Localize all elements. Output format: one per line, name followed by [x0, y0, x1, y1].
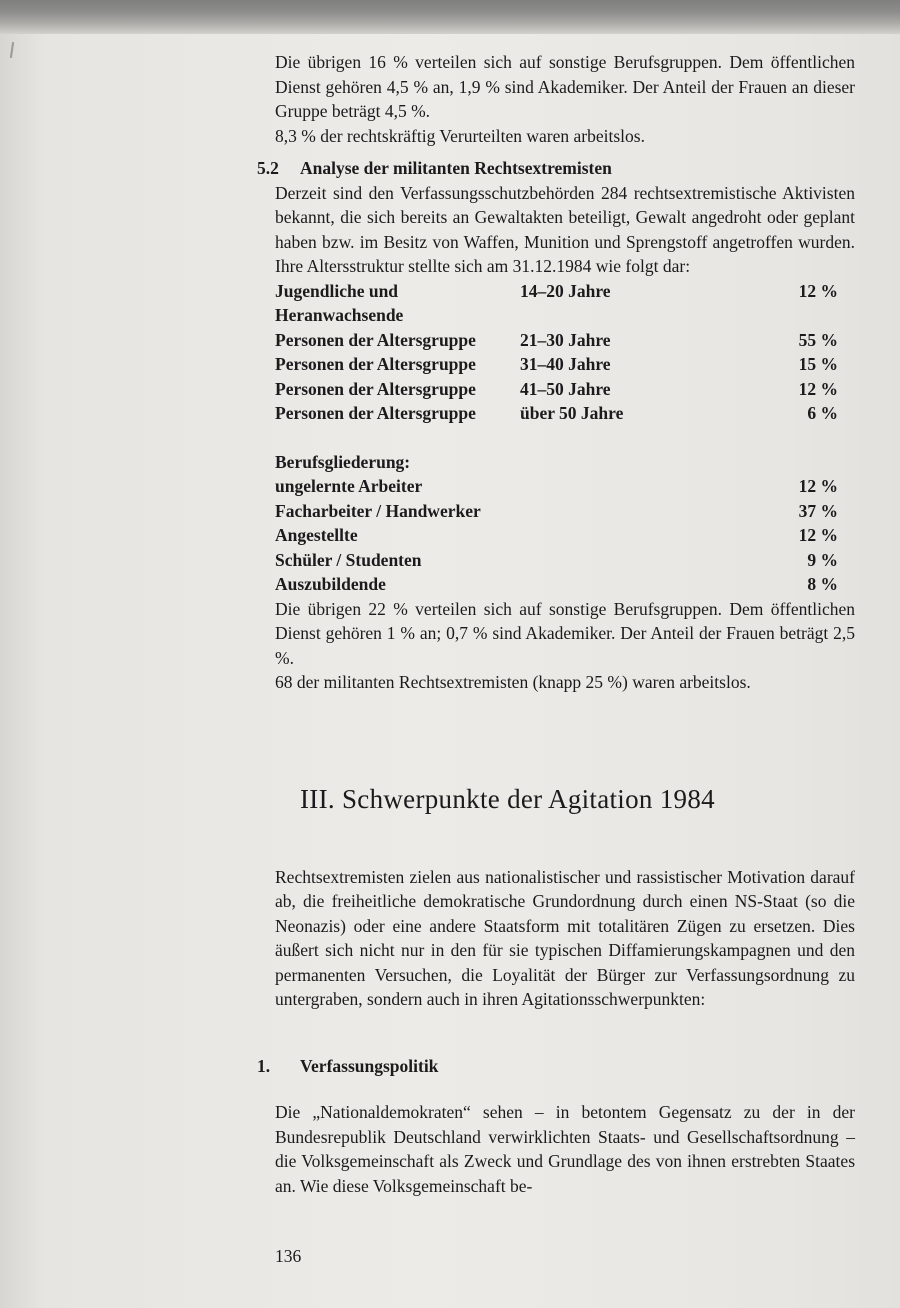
occupation-table-header: Berufsgliederung: — [275, 451, 411, 472]
age-structure-table — [275, 279, 855, 426]
occupation-row-label: ungelernte Arbeiter — [275, 476, 423, 496]
paragraph-section-body: Derzeit sind den Verfassungsschutzbehörden 284 rechtsextremistische Aktivisten bekannt, die sich bereits an Gewaltakten beteiligt, Gewalt angedroht oder geplant haben bzw. im Besitz von Waffen, Munition und Sprengstoff angetroffen wurden. Ihre Altersstruktur stellte sich am 31.12.1984 wie folgt dar: — [275, 182, 855, 276]
scan-artifact-top — [0, 0, 900, 34]
occupation-row-percentage: 9 % — [807, 549, 838, 570]
section-title: Analyse der militanten Rechtsextremisten — [300, 158, 612, 178]
subsection-heading — [257, 1054, 855, 1079]
age-table-row — [275, 401, 838, 426]
age-row-range: 41–50 Jahre — [520, 378, 611, 399]
age-table-row — [275, 352, 838, 377]
occupation-row-percentage: 12 % — [798, 525, 838, 545]
section-heading-5-2 — [257, 156, 855, 181]
age-row-percentage: 12 % — [798, 280, 838, 301]
occupation-row-label: Schüler / Studenten — [275, 549, 422, 570]
age-row-percentage: 6 % — [807, 403, 838, 423]
age-row-label: Personen der Altersgruppe — [275, 403, 476, 423]
age-row-range: 21–30 Jahre — [520, 329, 611, 350]
occupation-row-label: Auszubildende — [275, 574, 386, 594]
paragraph-chapter-intro: Rechtsextremisten zielen aus nationalistischer und rassistischer Motivation darauf ab, die freiheitliche demokratische Grundordnung durch einen NS-Staat (so die Neonazis) oder eine andere Staatsform mit totalitären Zügen zu ersetzen. Dies äußert sich nicht nur in den für sie typischen Diffamierungskampagnen und den permanenten Versuchen, die Loyalität der Bürger zur Verfassungsordnung zu untergraben, sondern auch in ihren Agitationsschwerpunkten: — [275, 866, 855, 1009]
chapter-heading: III. Schwerpunkte der Agitation 1984 — [300, 783, 715, 814]
occupation-table-row — [275, 499, 838, 524]
age-row-percentage: 15 % — [798, 354, 838, 374]
paragraph-subsection-body: Die „Nationaldemokraten“ sehen – in betontem Gegensatz zu der in der Bundesrepublik Deutschland verwirklichten Staats- und Gesellschaftsordnung – die Volksgemeinschaft als Zweck und Grundlage des von ihnen erstrebten Staates an. Wie diese Volksgemeinschaft be- — [275, 1102, 855, 1196]
age-row-label: Personen der Altersgruppe — [275, 354, 476, 374]
occupation-table-row — [275, 572, 838, 597]
occupation-table — [275, 474, 855, 597]
page-number: 136 — [275, 1246, 302, 1266]
paragraph-intro-1: Die übrigen 16 % verteilen sich auf sonstige Berufsgruppen. Dem öffentlichen Dienst gehören 4,5 % an, 1,9 % sind Akademiker. Der Anteil der Frauen an dieser Gruppe beträgt 4,5 %. — [275, 52, 855, 121]
section-number: 5.2 — [257, 158, 279, 178]
occupation-row-label: Angestellte — [275, 525, 358, 545]
occupation-row-percentage: 8 % — [807, 574, 838, 594]
occupation-row-label: Facharbeiter / Handwerker — [275, 500, 481, 521]
age-table-row — [275, 328, 838, 353]
page-content — [0, 50, 900, 1198]
age-row-label: Personen der Altersgruppe — [275, 329, 476, 350]
age-row-label: Personen der Altersgruppe — [275, 378, 476, 399]
age-row-percentage: 12 % — [798, 378, 838, 399]
subsection-title: Verfassungspolitik — [300, 1055, 439, 1076]
subsection-number: 1. — [257, 1055, 271, 1076]
occupation-row-percentage: 12 % — [798, 476, 838, 496]
occupation-row-percentage: 37 % — [798, 500, 838, 521]
age-table-row — [275, 377, 838, 402]
occupation-table-row — [275, 523, 838, 548]
paragraph-intro-2: 8,3 % der rechtskräftig Verurteilten waren arbeitslos. — [275, 125, 645, 146]
age-table-row — [275, 279, 838, 328]
age-row-label: Jugendliche und Heranwachsende — [275, 280, 404, 325]
age-row-range: 14–20 Jahre — [520, 280, 611, 301]
age-row-range: über 50 Jahre — [520, 403, 624, 423]
age-row-percentage: 55 % — [798, 329, 838, 350]
paragraph-after-table-2: 68 der militanten Rechtsextremisten (knapp 25 %) waren arbeitslos. — [275, 672, 751, 692]
occupation-table-row — [275, 548, 838, 573]
age-row-range: 31–40 Jahre — [520, 354, 611, 374]
occupation-table-row — [275, 474, 838, 499]
paragraph-after-table-1: Die übrigen 22 % verteilen sich auf sonstige Berufsgruppen. Dem öffentlichen Dienst gehören 1 % an; 0,7 % sind Akademiker. Der Anteil der Frauen beträgt 2,5 %. — [275, 598, 855, 668]
